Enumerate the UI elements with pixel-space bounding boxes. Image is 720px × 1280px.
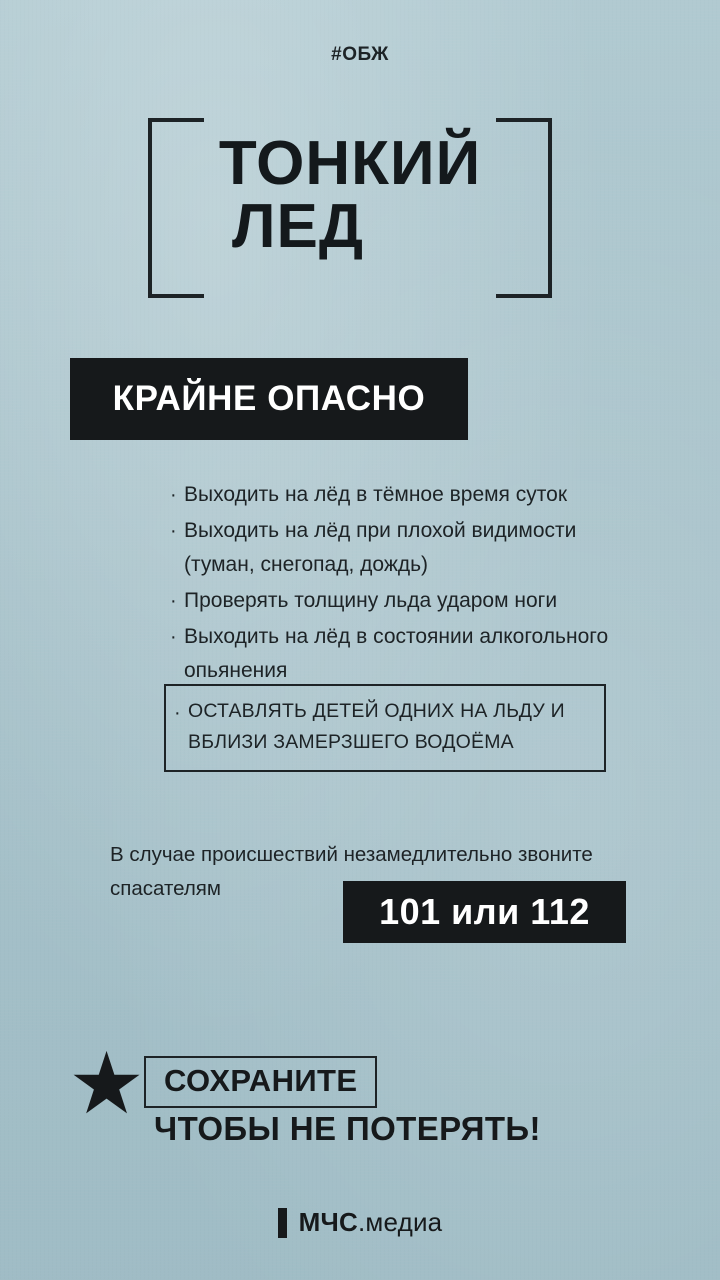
bullet-dot-icon: · [170,590,177,612]
list-item [170,478,640,512]
title-block [148,118,552,298]
list-item-text: Проверять толщину льда ударом ноги [184,589,558,612]
emergency-instruction-text: В случае происшествий незамедлительно звоните спасателям [110,843,593,900]
list-item [170,514,640,582]
poster-title [148,129,552,262]
danger-banner-label: КРАЙНЕ ОПАСНО [112,379,426,418]
list-item [170,584,640,618]
list-item [170,620,640,688]
bullet-dot-icon: · [174,702,181,724]
danger-banner [70,358,468,440]
star-icon: ★ [68,1036,146,1132]
bullet-dot-icon: · [170,626,177,648]
list-item-text: Выходить на лёд в состоянии алкогольного опьянения [184,625,609,682]
title-line-1: ТОНКИЙ [218,129,482,198]
highlighted-rule-box [164,684,606,772]
list-item-text: Выходить на лёд при плохой видимости (туман, снегопад, дождь) [184,519,577,576]
title-line-2: ЛЕД [232,192,365,262]
rules-list [170,478,640,690]
bullet-dot-icon: · [170,520,177,542]
brand-suffix: .медиа [357,1207,443,1237]
bullet-dot-icon: · [170,484,177,506]
hashtag-label: #ОБЖ [331,44,389,65]
save-call-to-action [68,1036,648,1150]
save-subtitle: ЧТОБЫ НЕ ПОТЕРЯТЬ! [154,1110,541,1147]
list-item-text: Выходить на лёд в тёмное время суток [184,483,568,506]
list-item [174,696,594,758]
emergency-phone-number: 101 или 112 [379,891,590,932]
highlighted-rule-text: ОСТАВЛЯТЬ ДЕТЕЙ ОДНИХ НА ЛЬДУ И ВБЛИЗИ ЗАМЕРЗШЕГО ВОДОЁМА [188,700,565,753]
footer-brand [0,1207,720,1238]
brand-name: МЧС [298,1207,358,1237]
brand-text [299,1207,443,1238]
emergency-phone-box [343,881,626,943]
brand-bar-icon [278,1208,287,1238]
save-label: СОХРАНИТЕ [144,1056,377,1108]
